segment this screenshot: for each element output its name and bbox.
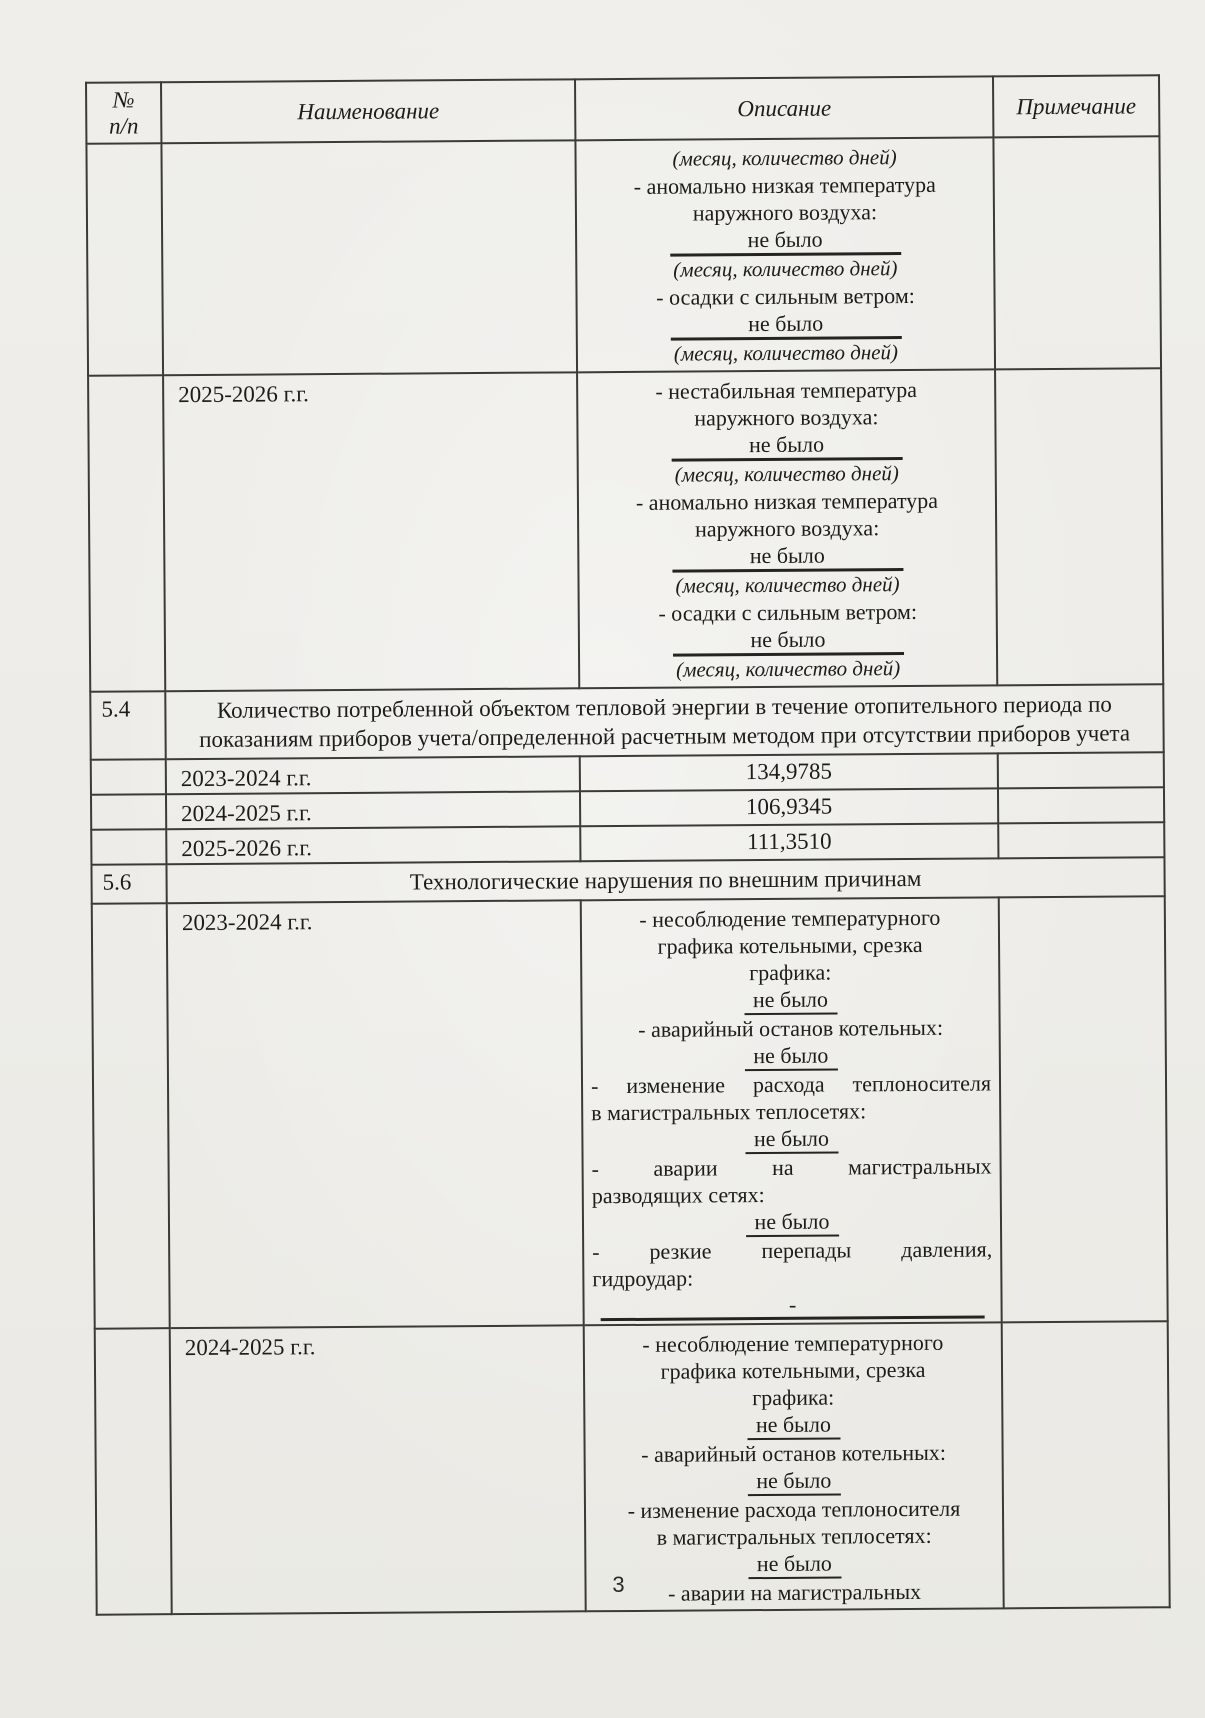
desc-line: гидроудар: xyxy=(592,1265,694,1292)
period-cell: 2025-2026 г.г. xyxy=(166,826,580,864)
desc-line: - аварии на магистральных xyxy=(667,1578,922,1606)
desc-line xyxy=(583,540,991,573)
desc-line: - аварийный останов котельных: xyxy=(641,1439,947,1467)
description-cell xyxy=(584,1322,1004,1611)
section-title: Технологические нарушения по внешним причинам xyxy=(166,857,1164,903)
table-row-violations-2024-2025 xyxy=(95,1321,1170,1614)
period-cell: 2023-2024 г.г. xyxy=(167,900,584,1328)
underline-value: не было xyxy=(744,1042,837,1072)
document-sheet xyxy=(85,74,1171,1615)
desc-line: - осадки с сильным ветром: xyxy=(658,598,918,626)
desc-line xyxy=(587,1123,995,1155)
section-title: Количество потребленной объектом тепловой энергии в течение отопительного периода по показаниям приборов учета/определенной расчетным методом при отсутствии приборов учета xyxy=(165,684,1163,759)
desc-line: (месяц, количество дней) xyxy=(675,572,900,598)
period-cell xyxy=(161,140,577,375)
desc-line xyxy=(582,308,990,341)
desc-line: - резкие перепады давления, xyxy=(592,1236,993,1265)
desc-line: графика котельными, срезка xyxy=(660,1356,926,1384)
report-table xyxy=(85,74,1171,1615)
underline-value: не было xyxy=(670,309,901,341)
desc-line xyxy=(586,984,994,1016)
desc-line: - аварийный останов котельных: xyxy=(638,1014,944,1042)
description-cell xyxy=(575,137,995,372)
section-number-cell xyxy=(86,143,163,376)
desc-line: - несоблюдение температурного xyxy=(642,1329,944,1357)
desc-line xyxy=(584,624,992,657)
desc-line: (месяц, количество дней) xyxy=(673,256,898,282)
section-number-cell xyxy=(88,375,165,692)
section-number-cell xyxy=(91,829,166,865)
column-header-description: Описание xyxy=(575,76,993,140)
desc-line: - несоблюдение температурного xyxy=(639,904,941,932)
note-cell xyxy=(998,822,1164,858)
underline-value: не было xyxy=(671,430,902,462)
desc-line: (месяц, количество дней) xyxy=(674,461,899,487)
underline-value: не было xyxy=(745,1208,838,1238)
note-cell xyxy=(1002,1321,1170,1608)
desc-line: наружного воздуха: xyxy=(692,199,878,226)
period-cell: 2023-2024 г.г. xyxy=(166,756,580,794)
column-header-name: Наименование xyxy=(161,79,575,143)
description-cell xyxy=(577,369,997,688)
desc-line: - аномально низкая температура xyxy=(635,487,939,515)
note-cell xyxy=(998,787,1164,823)
desc-line xyxy=(588,1289,996,1321)
section-row-5-4 xyxy=(90,684,1163,759)
underline-value: не было xyxy=(745,1125,838,1155)
energy-value: 106,9345 xyxy=(580,788,998,826)
note-cell xyxy=(999,896,1168,1322)
desc-line: графика: xyxy=(752,1384,835,1411)
desc-line xyxy=(588,1206,996,1238)
underline-value: не было xyxy=(744,986,837,1016)
desc-line: (месяц, количество дней) xyxy=(673,340,899,366)
section-number-cell xyxy=(91,794,166,830)
column-header-note: Примечание xyxy=(993,75,1159,137)
energy-value: 111,3510 xyxy=(580,823,998,861)
energy-value: 134,9785 xyxy=(580,753,998,791)
section-number: 5.4 xyxy=(90,691,165,760)
desc-line: наружного воздуха: xyxy=(694,515,880,542)
header-row xyxy=(86,75,1159,143)
desc-line: (месяц, количество дней) xyxy=(672,145,897,171)
desc-line: - изменение расхода теплоносителя xyxy=(627,1495,961,1523)
desc-line: наружного воздуха: xyxy=(694,404,879,431)
underline-value: не было xyxy=(748,1550,841,1580)
period-cell: 2024-2025 г.г. xyxy=(170,1325,586,1614)
underline-value: не было xyxy=(672,541,903,573)
underline-value: не было xyxy=(670,225,901,257)
desc-line: - осадки с сильным ветром: xyxy=(656,282,915,310)
period-cell: 2024-2025 г.г. xyxy=(166,791,580,829)
desc-line xyxy=(581,224,989,257)
note-cell xyxy=(995,368,1163,685)
desc-line xyxy=(582,429,990,462)
desc-line xyxy=(589,1409,997,1441)
desc-line: - аномально низкая температура xyxy=(633,171,936,199)
table-row-violations-2023-2024 xyxy=(92,896,1168,1328)
underline-value: не было xyxy=(747,1467,840,1497)
section-number: 5.6 xyxy=(91,864,166,904)
underline-value: не было xyxy=(747,1411,840,1441)
note-cell xyxy=(998,752,1164,788)
blank-dash-value: - xyxy=(601,1292,985,1322)
desc-line xyxy=(587,1040,995,1072)
desc-line: - аварии на магистральных xyxy=(591,1153,992,1182)
description-cell xyxy=(581,897,1002,1325)
desc-line: (месяц, количество дней) xyxy=(675,656,901,682)
note-cell xyxy=(993,136,1161,369)
desc-line: в магистральных теплосетях: xyxy=(591,1098,867,1126)
column-header-num xyxy=(86,82,161,144)
period-cell: 2025-2026 г.г. xyxy=(163,372,579,691)
section-number-cell xyxy=(91,759,166,795)
column-header-num-line1: № xyxy=(112,86,135,113)
desc-line: разводящих сетях: xyxy=(591,1182,765,1209)
underline-value: не было xyxy=(672,625,903,657)
column-header-num-line2: п/п xyxy=(109,112,139,139)
desc-line xyxy=(590,1465,998,1497)
desc-line: графика: xyxy=(749,959,832,986)
desc-line: - изменение расхода теплоносителя xyxy=(590,1070,992,1099)
page-number: 3 xyxy=(612,1572,625,1597)
table-row-weather-2025-2026 xyxy=(88,368,1163,691)
desc-line: в магистральных теплосетях: xyxy=(656,1522,932,1550)
table-row-weather-continuation xyxy=(86,136,1161,375)
section-number-cell xyxy=(92,903,170,1329)
desc-line: - нестабильная температура xyxy=(655,376,918,404)
desc-line: графика котельными, срезка xyxy=(657,931,923,959)
